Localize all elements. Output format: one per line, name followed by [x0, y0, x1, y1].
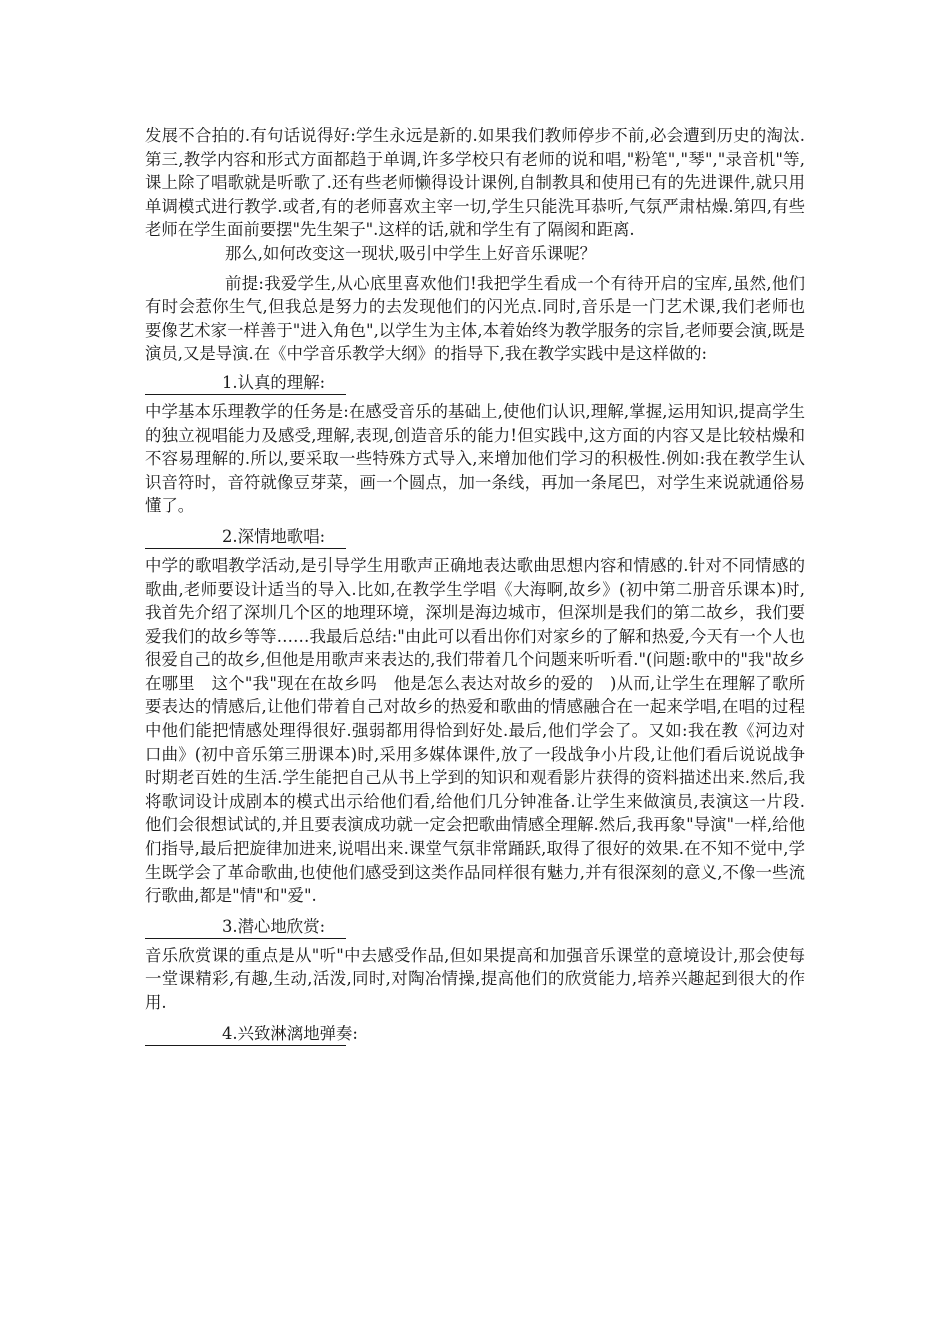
section-heading-1: 1.认真的理解: — [145, 372, 346, 395]
section-body-2: 中学的歌唱教学活动,是引导学生用歌声正确地表达歌曲思想内容和情感的.针对不同情感的歌曲,老师要设计适当的导入.比如,在教学生学唱《大海啊,故乡》(初中第二册音乐课本)时,我首先介绍了深圳几个区的地理环境，深圳是海边城市，但深圳是我们的第二故乡，我们要爱我们的故乡等等……我最后总结:"由此可以看出你们对家乡的了解和热爱,今天有一个人也很爱自己的故乡,但他是用歌声来表达的,我们带着几个问题来听听看."(问题:歌中的"我"故乡在哪里 这个"我"现在在故乡吗 他是怎么表达对故乡的爱的 )从而,让学生在理解了歌所要表达的情感后,让他们带着自己对故乡的热爱和歌曲的情感融合在一起来学唱,在唱的过程中他们能把情感处理得很好.强弱都用得恰到好处.最后,他们学会了。又如:我在教《河边对口曲》(初中音乐第三册课本)时,采用多媒体课件,放了一段战争小片段,让他们看后说说战争时期老百姓的生活.学生能把自己从书上学到的知识和观看影片获得的资料描述出来.然后,我将歌词设计成剧本的模式出示给他们看,给他们几分钟准备.让学生来做演员,表演这一片段.他们会很想试试的,并且要表演成功就一定会把歌曲情感全理解.然后,我再象"导演"一样,给他们指导,最后把旋律加进来,说唱出来.课堂气氛非常踊跃,取得了很好的效果.在不知不觉中,学生既学会了革命歌曲,也使他们感受到这类作品同样很有魅力,并有很深刻的意义,不像一些流行歌曲,都是"情"和"爱". — [145, 555, 805, 906]
question-paragraph: 那么,如何改变这一现状,吸引中学生上好音乐课呢？ — [225, 243, 597, 263]
section-heading-3: 3.潜心地欣赏: — [145, 916, 346, 939]
section-body-3: 音乐欣赏课的重点是从"听"中去感受作品,但如果提高和加强音乐课堂的意境设计,那会使每一堂课精彩,有趣,生动,活泼,同时,对陶冶情操,提高他们的欣赏能力,培养兴趣起到很大的作用. — [145, 945, 805, 1012]
section-body-1: 中学基本乐理教学的任务是:在感受音乐的基础上,使他们认识,理解,掌握,运用知识,提高学生的独立视唱能力及感受,理解,表现,创造音乐的能力!但实践中,这方面的内容又是比较枯燥和不容易理解的.所以,要采取一些特殊方式导入,来增加他们学习的积极性.例如:我在教学生认识音符时，音符就像豆芽菜，画一个圆点，加一条线，再加一条尾巴，对学生来说就通俗易懂了。 — [145, 401, 805, 516]
document-page — [145, 124, 805, 1051]
body-paragraph: 发展不合拍的.有句话说得好:学生永远是新的.如果我们教师停步不前,必会遭到历史的淘汰.第三,教学内容和形式方面都趋于单调,许多学校只有老师的说和唱,"粉笔","琴","录音机"等,课上除了唱歌就是听歌了.还有些老师懒得设计课例,自制教具和使用已有的先进课件,就只用单调模式进行教学.或者,有的老师喜欢主宰一切,学生只能洗耳恭听,气氛严肃枯燥.第四,有些老师在学生面前要摆"先生架子".这样的话,就和学生有了隔阂和距离. — [145, 126, 805, 240]
premise-paragraph: 前提:我爱学生,从心底里喜欢他们!我把学生看成一个有待开启的宝库,虽然,他们有时会惹你生气,但我总是努力的去发现他们的闪光点.同时,音乐是一门艺术课,我们老师也要像艺术家一样善于"进入角色",以学生为主体,本着始终为教学服务的宗旨,老师要会演,既是演员,又是导演.在《中学音乐教学大纲》的指导下,我在教学实践中是这样做的: — [145, 273, 805, 364]
section-heading-2: 2.深情地歌唱: — [145, 526, 346, 549]
section-heading-4: 4.兴致淋漓地弹奏: — [145, 1023, 346, 1046]
